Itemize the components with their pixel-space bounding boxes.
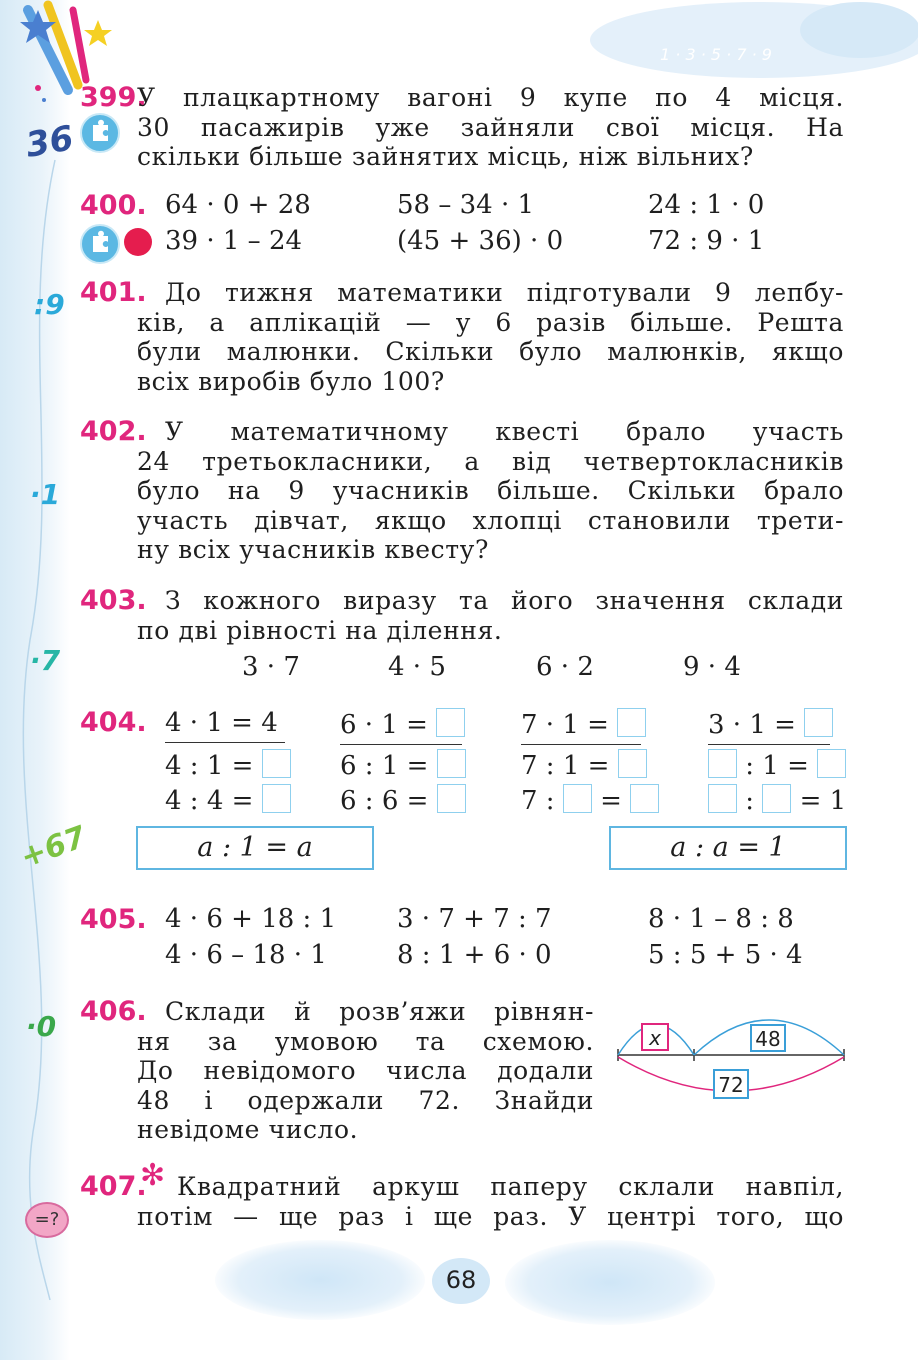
margin-number: ·1 xyxy=(30,478,61,511)
expression: 4 · 5 xyxy=(388,652,446,682)
margin-number: ·7 xyxy=(30,644,61,677)
expression: 8 · 1 – 8 : 8 xyxy=(648,904,794,934)
expression: (45 + 36) · 0 xyxy=(397,226,564,256)
top-cloud-decoration xyxy=(560,0,918,90)
equation: 4 : 1 = xyxy=(165,749,291,781)
expression: 3 · 7 xyxy=(242,652,300,682)
task-406-text: Склади й розв’яжи рівнян- ня за умовою та схемою. До невідомого числа додали 48 і одержали 72. Знайди невідоме число. xyxy=(137,997,594,1144)
answer-box[interactable] xyxy=(262,749,291,778)
task-number: 401. xyxy=(80,277,147,308)
rule-box: a : 1 = a xyxy=(136,826,374,870)
equation: : 1 = xyxy=(708,749,846,781)
expression: 4 · 6 + 18 : 1 xyxy=(165,904,337,934)
scheme-unknown-label: x xyxy=(649,1026,661,1050)
task-number: 405. xyxy=(80,904,147,935)
expression: 24 : 1 · 0 xyxy=(648,190,765,220)
equation: 4 · 1 = 4 xyxy=(165,708,285,743)
equation: : = 1 xyxy=(708,784,846,816)
answer-box[interactable] xyxy=(262,784,291,813)
answer-box[interactable] xyxy=(630,784,659,813)
margin-curve-decoration xyxy=(0,0,80,1360)
task-402-text: У математичному квесті брало участь 24 третьокласники, а від четвертокласників було на 9 учасників більше. Скільки брало участь дівчат, якщо хлопці становили трети- ну всіх учасників квесту? xyxy=(137,417,844,564)
page-number: 68 xyxy=(445,1266,477,1294)
scheme-total-label: 72 xyxy=(718,1073,744,1097)
task-number: 402. xyxy=(80,416,147,447)
task-number: 403. xyxy=(80,585,147,616)
equation: 7 · 1 = xyxy=(521,708,641,745)
question-bubble-icon: =? xyxy=(25,1202,69,1238)
answer-box[interactable] xyxy=(436,708,465,737)
asterisk-icon: ✻ xyxy=(140,1158,166,1193)
answer-box[interactable] xyxy=(762,784,791,813)
equation: 7 : 1 = xyxy=(521,749,647,781)
expression: 3 · 7 + 7 : 7 xyxy=(397,904,552,934)
equation-scheme-diagram xyxy=(610,1005,850,1115)
equation: 6 : 6 = xyxy=(340,784,466,816)
expression: 9 · 4 xyxy=(683,652,741,682)
equation: 6 · 1 = xyxy=(340,708,462,745)
equation: 6 : 1 = xyxy=(340,749,466,781)
answer-box[interactable] xyxy=(817,749,846,778)
expression: 72 : 9 · 1 xyxy=(648,226,765,256)
scheme-part-label: 48 xyxy=(755,1027,781,1051)
task-number: 406. xyxy=(80,996,147,1027)
task-number: 399. xyxy=(80,82,147,113)
equation: 4 : 4 = xyxy=(165,784,291,816)
expression: 39 · 1 – 24 xyxy=(165,226,303,256)
task-number: 407. xyxy=(80,1171,147,1202)
task-403-text: З кожного виразу та його значення склади по дві рівності на ділення. xyxy=(137,586,844,645)
task-401-text: До тижня математики підготували 9 лепбу- ків, а аплікацій — у 6 разів більше. Решта були малюнки. Скільки було малюнків, якщо всіх виробів було 100? xyxy=(137,278,844,396)
margin-number: :9 xyxy=(34,288,65,321)
task-407-text: Квадратний аркуш паперу склали навпіл, потім — ще раз і ще раз. У центрі того, що xyxy=(137,1172,844,1231)
expression: 64 · 0 + 28 xyxy=(165,190,311,220)
answer-box[interactable] xyxy=(563,784,592,813)
cloud-decoration xyxy=(215,1240,425,1320)
answer-box[interactable] xyxy=(437,749,466,778)
margin-number: +67 xyxy=(16,819,91,876)
task-number: 400. xyxy=(80,190,147,221)
svg-text:1 · 3 · 5 · 7 · 9: 1 · 3 · 5 · 7 · 9 xyxy=(660,45,772,64)
expression: 4 · 6 – 18 · 1 xyxy=(165,940,327,970)
rule-box: a : a = 1 xyxy=(609,826,847,870)
expression: 8 : 1 + 6 · 0 xyxy=(397,940,552,970)
answer-box[interactable] xyxy=(708,749,737,778)
expression: 5 : 5 + 5 · 4 xyxy=(648,940,803,970)
task-399-text: У плацкартному вагоні 9 купе по 4 місця. 30 пасажирів уже зайняли свої місця. На скільки більше зайнятих місць, ніж вільних? xyxy=(137,83,844,171)
task-number: 404. xyxy=(80,707,147,738)
equation: 7 : = xyxy=(521,784,659,816)
expression: 6 · 2 xyxy=(536,652,594,682)
red-dot-icon xyxy=(124,228,152,256)
answer-box[interactable] xyxy=(617,708,646,737)
puzzle-icon xyxy=(80,224,120,264)
expression: 58 – 34 · 1 xyxy=(397,190,535,220)
answer-box[interactable] xyxy=(708,784,737,813)
margin-number: ·0 xyxy=(26,1010,57,1043)
answer-box[interactable] xyxy=(618,749,647,778)
answer-box[interactable] xyxy=(437,784,466,813)
equation: 3 · 1 = xyxy=(708,708,830,745)
cloud-decoration xyxy=(505,1240,715,1325)
answer-box[interactable] xyxy=(804,708,833,737)
puzzle-icon xyxy=(80,113,120,153)
margin-number: 36 xyxy=(22,118,77,166)
